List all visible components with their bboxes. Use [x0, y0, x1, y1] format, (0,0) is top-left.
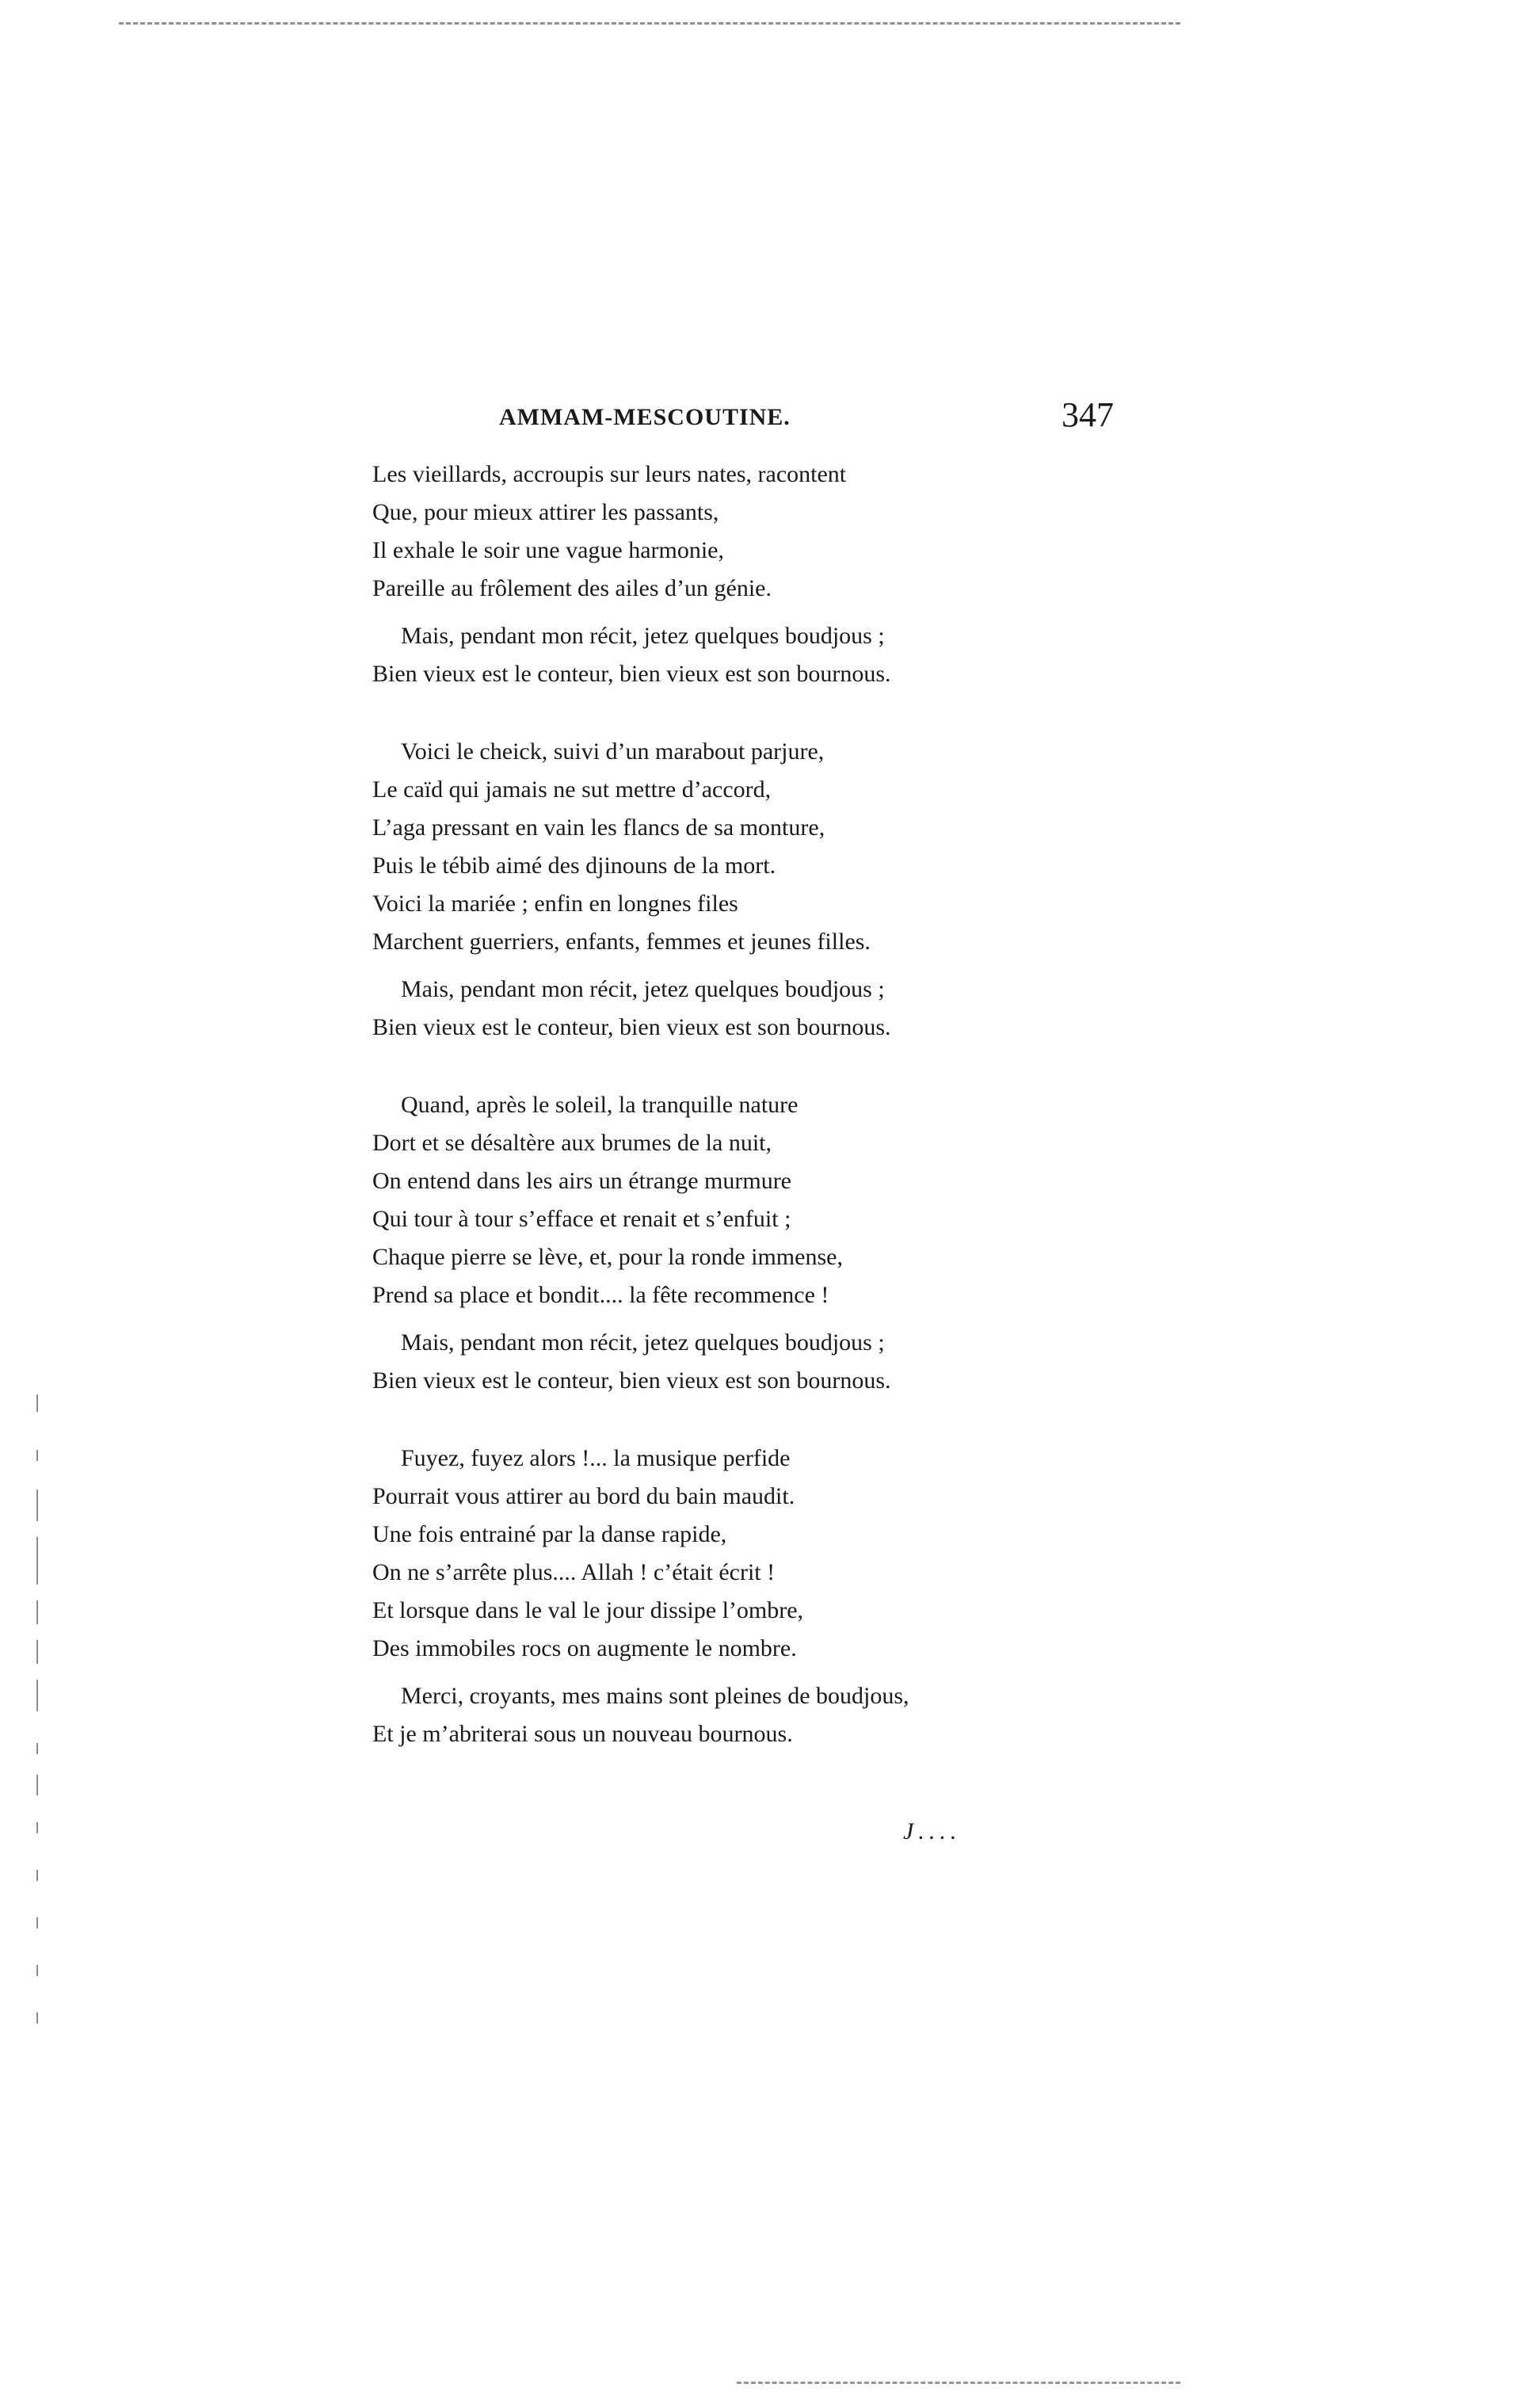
refrain-line: Bien vieux est le conteur, bien vieux est son bournous.	[372, 661, 891, 687]
poem-body	[372, 456, 1085, 1753]
verse-line: Des immobiles rocs on augmente le nombre.	[372, 1635, 797, 1661]
verse-line: On ne s’arrête plus.... Allah ! c’était écrit !	[372, 1559, 776, 1585]
verse-line: Les vieillards, accroupis sur leurs nates, racontent	[372, 461, 847, 487]
refrain-line: Merci, croyants, mes mains sont pleines de boudjous,	[401, 1683, 909, 1709]
verse-line: Pourrait vous attirer au bord du bain maudit.	[372, 1483, 795, 1509]
refrain-line: Mais, pendant mon récit, jetez quelques boudjous ;	[401, 1329, 885, 1356]
verse-line: Une fois entrainé par la danse rapide,	[372, 1521, 727, 1547]
verse-line: Prend sa place et bondit.... la fête recommence !	[372, 1282, 829, 1308]
verse-line: Marchent guerriers, enfants, femmes et jeunes filles.	[372, 929, 871, 955]
verse-line: Et lorsque dans le val le jour dissipe l’ombre,	[372, 1597, 804, 1623]
verse-line: Le caïd qui jamais ne sut mettre d’accord,	[372, 776, 772, 803]
verse-line: Que, pour mieux attirer les passants,	[372, 499, 719, 525]
refrain-line: Et je m’abriterai sous un nouveau bournous.	[372, 1721, 793, 1747]
verse-line: Chaque pierre se lève, et, pour la ronde immense,	[372, 1244, 843, 1270]
verse-line: Voici le cheick, suivi d’un marabout parjure,	[401, 738, 825, 765]
verse-line: On entend dans les airs un étrange murmure	[372, 1168, 791, 1194]
verse-line: Fuyez, fuyez alors !... la musique perfide	[401, 1445, 791, 1471]
verse-line: Qui tour à tour s’efface et renait et s’enfuit ;	[372, 1206, 791, 1232]
refrain-line: Mais, pendant mon récit, jetez quelques boudjous ;	[401, 623, 885, 649]
bottom-scan-rule	[737, 2382, 1180, 2384]
stanza	[372, 733, 1085, 1047]
author-signature: J....	[903, 1818, 962, 1844]
verse-line: Puis le tébib aimé des djinouns de la mort.	[372, 852, 776, 879]
top-scan-rule	[119, 22, 1180, 25]
left-margin-marks	[36, 1363, 41, 2107]
running-title: AMMAM-MESCOUTINE.	[499, 404, 791, 430]
stanza	[372, 1086, 1085, 1400]
verse-line: Quand, après le soleil, la tranquille nature	[401, 1092, 799, 1118]
page-number: 347	[1062, 395, 1114, 434]
verse-line: Voici la mariée ; enfin en longnes files	[372, 891, 738, 917]
verse-line: Pareille au frôlement des ailes d’un génie.	[372, 575, 772, 601]
refrain-line: Bien vieux est le conteur, bien vieux est son bournous.	[372, 1014, 891, 1040]
verse-line: L’aga pressant en vain les flancs de sa monture,	[372, 814, 825, 841]
verse-line: Il exhale le soir une vague harmonie,	[372, 537, 724, 563]
verse-line: Dort et se désaltère aux brumes de la nuit,	[372, 1130, 772, 1156]
refrain-line: Mais, pendant mon récit, jetez quelques boudjous ;	[401, 976, 885, 1002]
stanza	[372, 1440, 1085, 1753]
refrain-line: Bien vieux est le conteur, bien vieux est son bournous.	[372, 1367, 891, 1394]
stanza	[372, 456, 1085, 693]
